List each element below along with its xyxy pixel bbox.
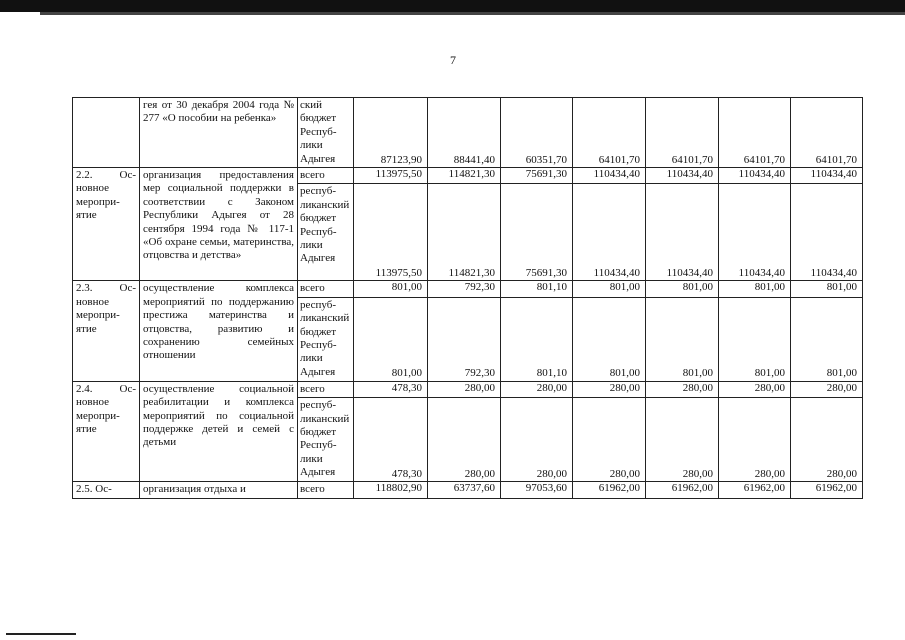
- total-value-cell: 61962,00: [791, 482, 863, 499]
- value-cell: 75691,30: [501, 184, 573, 281]
- value-cell: 801,00: [646, 297, 719, 381]
- total-value-cell: 61962,00: [573, 482, 646, 499]
- value-cell: 280,00: [646, 398, 719, 482]
- value-cell: 801,00: [573, 297, 646, 381]
- total-value-cell: 801,00: [573, 281, 646, 297]
- total-value-cell: 280,00: [719, 381, 791, 397]
- row-label-cell: [73, 98, 140, 168]
- row-description-cell: осуществление социальной реабилитации и комплекса мероприятий по социальной поддержке детей и семей с детьми: [140, 381, 298, 481]
- total-value-cell: 110434,40: [573, 168, 646, 184]
- value-cell: 110434,40: [791, 184, 863, 281]
- total-value-cell: 280,00: [646, 381, 719, 397]
- value-cell: 60351,70: [501, 98, 573, 168]
- total-value-cell: 801,00: [791, 281, 863, 297]
- total-value-cell: 478,30: [354, 381, 428, 397]
- value-cell: 88441,40: [428, 98, 501, 168]
- total-value-cell: 792,30: [428, 281, 501, 297]
- row-label-cell: 2.2. Основное мероприятие: [73, 168, 140, 281]
- row-label-cell: 2.4. Основное мероприятие: [73, 381, 140, 481]
- total-value-cell: 75691,30: [501, 168, 573, 184]
- total-value-cell: 280,00: [501, 381, 573, 397]
- bottom-edge-mark: [6, 633, 76, 635]
- total-value-cell: 110434,40: [719, 168, 791, 184]
- value-cell: 801,10: [501, 297, 573, 381]
- value-cell: 114821,30: [428, 184, 501, 281]
- value-cell: 64101,70: [573, 98, 646, 168]
- total-value-cell: 801,00: [646, 281, 719, 297]
- row-label-cell: 2.5. Ос-: [73, 482, 140, 499]
- value-cell: 280,00: [791, 398, 863, 482]
- row-label-cell: 2.3. Основное мероприятие: [73, 281, 140, 381]
- value-cell: 280,00: [573, 398, 646, 482]
- value-cell: 110434,40: [573, 184, 646, 281]
- value-cell: 64101,70: [791, 98, 863, 168]
- table-row-total: [73, 281, 863, 297]
- value-cell: 113975,50: [354, 184, 428, 281]
- total-value-cell: 118802,90: [354, 482, 428, 499]
- total-value-cell: 801,00: [354, 281, 428, 297]
- row-description-cell: осуществление комплекса мероприятий по поддержанию престижа материнства и отцовства, развитию и сохранению семейных отношении: [140, 281, 298, 381]
- total-value-cell: 280,00: [428, 381, 501, 397]
- total-label-cell: всего: [298, 281, 354, 297]
- total-value-cell: 97053,60: [501, 482, 573, 499]
- table-body: [73, 98, 863, 499]
- funding-source-cell: республиканский бюджет Республики Адыгея: [298, 184, 354, 281]
- value-cell: 801,00: [719, 297, 791, 381]
- total-value-cell: 110434,40: [646, 168, 719, 184]
- total-value-cell: 110434,40: [791, 168, 863, 184]
- value-cell: 87123,90: [354, 98, 428, 168]
- value-cell: 801,00: [354, 297, 428, 381]
- program-funding-table: [72, 97, 863, 499]
- row-description-cell: организация предоставления мер социальной поддержки в соответствии с Законом Республики Адыгея от 28 сентября 1994 года № 117-1 «Об охране семьи, материнства, отцовства и детства»: [140, 168, 298, 281]
- top-edge-bar: [0, 0, 905, 12]
- row-description-cell: гея от 30 декабря 2004 года № 277 «О пособии на ребенка»: [140, 98, 298, 168]
- total-value-cell: 114821,30: [428, 168, 501, 184]
- funding-source-cell: республиканский бюджет Республики Адыгея: [298, 398, 354, 482]
- value-cell: 801,00: [791, 297, 863, 381]
- table-row: [73, 482, 863, 499]
- funding-source-cell: ский бюджет Республики Адыгея: [298, 98, 354, 168]
- value-cell: 280,00: [428, 398, 501, 482]
- total-label-cell: всего: [298, 482, 354, 499]
- total-value-cell: 61962,00: [646, 482, 719, 499]
- row-description-cell: организация отдыха и: [140, 482, 298, 499]
- table-row-total: [73, 168, 863, 184]
- value-cell: 64101,70: [646, 98, 719, 168]
- value-cell: 64101,70: [719, 98, 791, 168]
- total-value-cell: 63737,60: [428, 482, 501, 499]
- value-cell: 280,00: [501, 398, 573, 482]
- total-label-cell: всего: [298, 168, 354, 184]
- value-cell: 110434,40: [646, 184, 719, 281]
- total-value-cell: 61962,00: [719, 482, 791, 499]
- value-cell: 110434,40: [719, 184, 791, 281]
- table-row: [73, 98, 863, 168]
- total-label-cell: всего: [298, 381, 354, 397]
- total-value-cell: 113975,50: [354, 168, 428, 184]
- total-value-cell: 280,00: [573, 381, 646, 397]
- total-value-cell: 801,10: [501, 281, 573, 297]
- funding-source-cell: республиканский бюджет Республики Адыгея: [298, 297, 354, 381]
- top-edge-shadow: [40, 12, 905, 15]
- value-cell: 280,00: [719, 398, 791, 482]
- value-cell: 792,30: [428, 297, 501, 381]
- total-value-cell: 280,00: [791, 381, 863, 397]
- table-row-total: [73, 381, 863, 397]
- total-value-cell: 801,00: [719, 281, 791, 297]
- value-cell: 478,30: [354, 398, 428, 482]
- page-number: 7: [450, 53, 456, 67]
